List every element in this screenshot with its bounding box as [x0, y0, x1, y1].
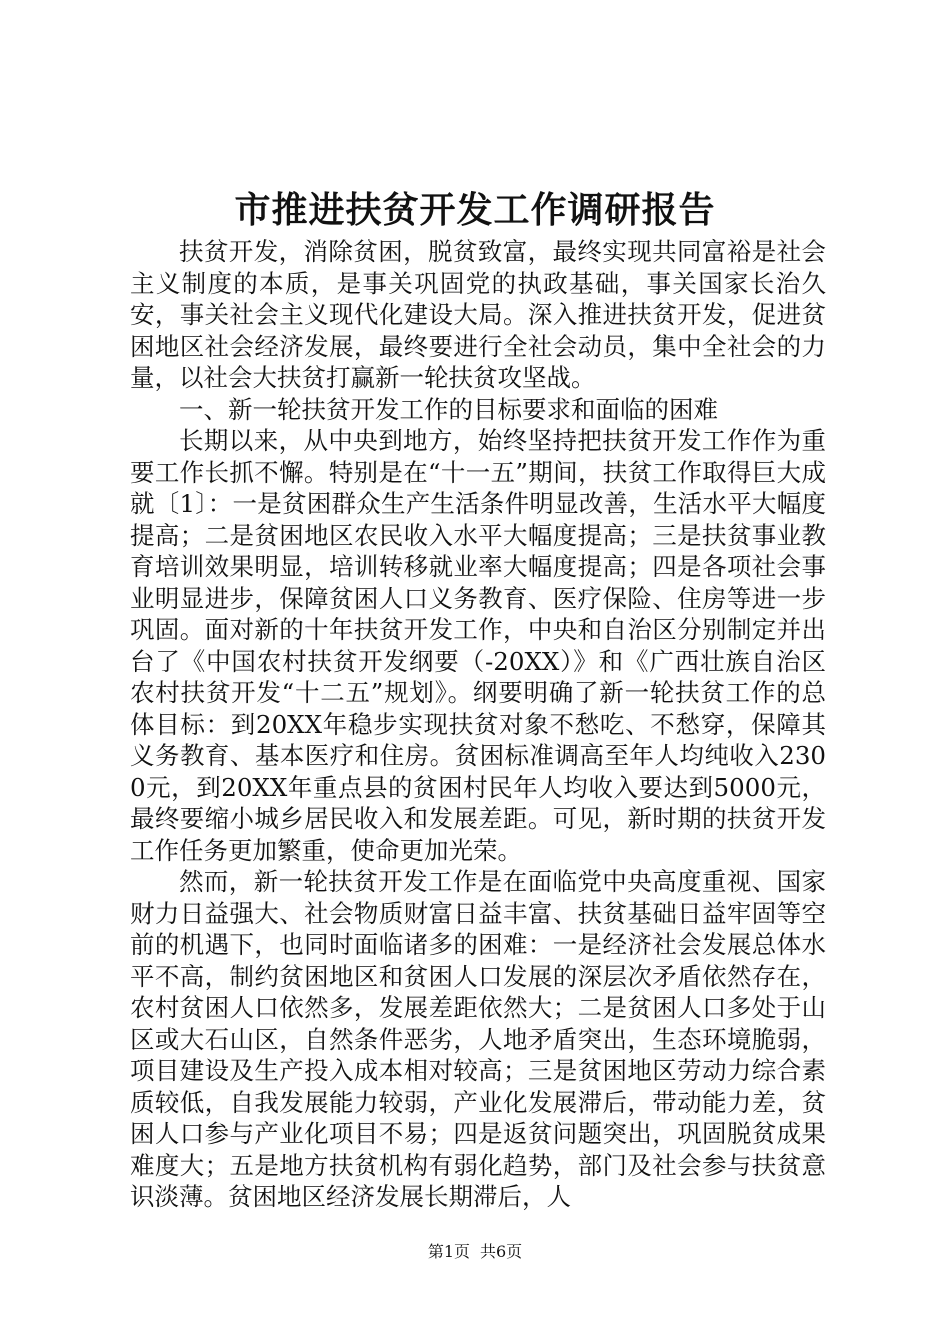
paragraph-intro: 扶贫开发，消除贫困，脱贫致富，最终实现共同富裕是社会主义制度的本质，是事关巩固党的执政基础，事关国家长治久安，事关社会主义现代化建设大局。深入推进扶贫开发，促进贫困地区社会经济发展，最终要进行全社会动员，集中全社会的力量，以社会大扶贫打赢新一轮扶贫攻坚战。: [130, 237, 826, 392]
paragraph-difficulties: 然而，新一轮扶贫开发工作是在面临党中央高度重视、国家财力日益强大、社会物质财富日益丰富、扶贫基础日益牢固等空前的机遇下，也同时面临诸多的困难：一是经济社会发展总体水平不高，制约贫困地区和贫困人口发展的深层次矛盾依然存在，农村贫困人口依然多，发展差距依然大；二是贫困人口多处于山区或大石山区，自然条件恶劣，人地矛盾突出，生态环境脆弱，项目建设及生产投入成本相对较高；三是贫困地区劳动力综合素质较低，自我发展能力较弱，产业化发展滞后，带动能力差，贫困人口参与产业化项目不易；四是返贫问题突出，巩固脱贫成果难度大；五是地方扶贫机构有弱化趋势，部门及社会参与扶贫意识淡薄。贫困地区经济发展长期滞后，人: [130, 867, 826, 1211]
page-total: 共6页: [480, 1242, 523, 1261]
page-number: 第1页: [427, 1242, 470, 1261]
document-body: [130, 236, 826, 1213]
paragraph-achievements: 长期以来，从中央到地方，始终坚持把扶贫开发工作作为重要工作长抓不懈。特别是在“十一五”期间，扶贫工作取得巨大成就〔1〕：一是贫困群众生产生活条件明显改善，生活水平大幅度提高；二是贫困地区农民收入水平大幅度提高；三是扶贫事业教育培训效果明显，培训转移就业率大幅度提高；四是各项社会事业明显进步，保障贫困人口义务教育、医疗保险、住房等进一步巩固。面对新的十年扶贫开发工作，中央和自治区分别制定并出台了《中国农村扶贫开发纲要（-20XX）》和《广西壮族自治区农村扶贫开发“十二五”规划》。纲要明确了新一轮扶贫工作的总体目标：到20XX年稳步实现扶贫对象不愁吃、不愁穿，保障其义务教育、基本医疗和住房。贫困标准调高至年人均纯收入2300元，到20XX年重点县的贫困村民年人均收入要达到5000元，最终要缩小城乡居民收入和发展差距。可见，新时期的扶贫开发工作任务更加繁重，使命更加光荣。: [130, 426, 826, 865]
section-heading: 一、新一轮扶贫开发工作的目标要求和面临的困难: [179, 394, 718, 424]
page-footer: [0, 1240, 950, 1264]
page-title: 市推进扶贫开发工作调研报告: [234, 189, 716, 231]
